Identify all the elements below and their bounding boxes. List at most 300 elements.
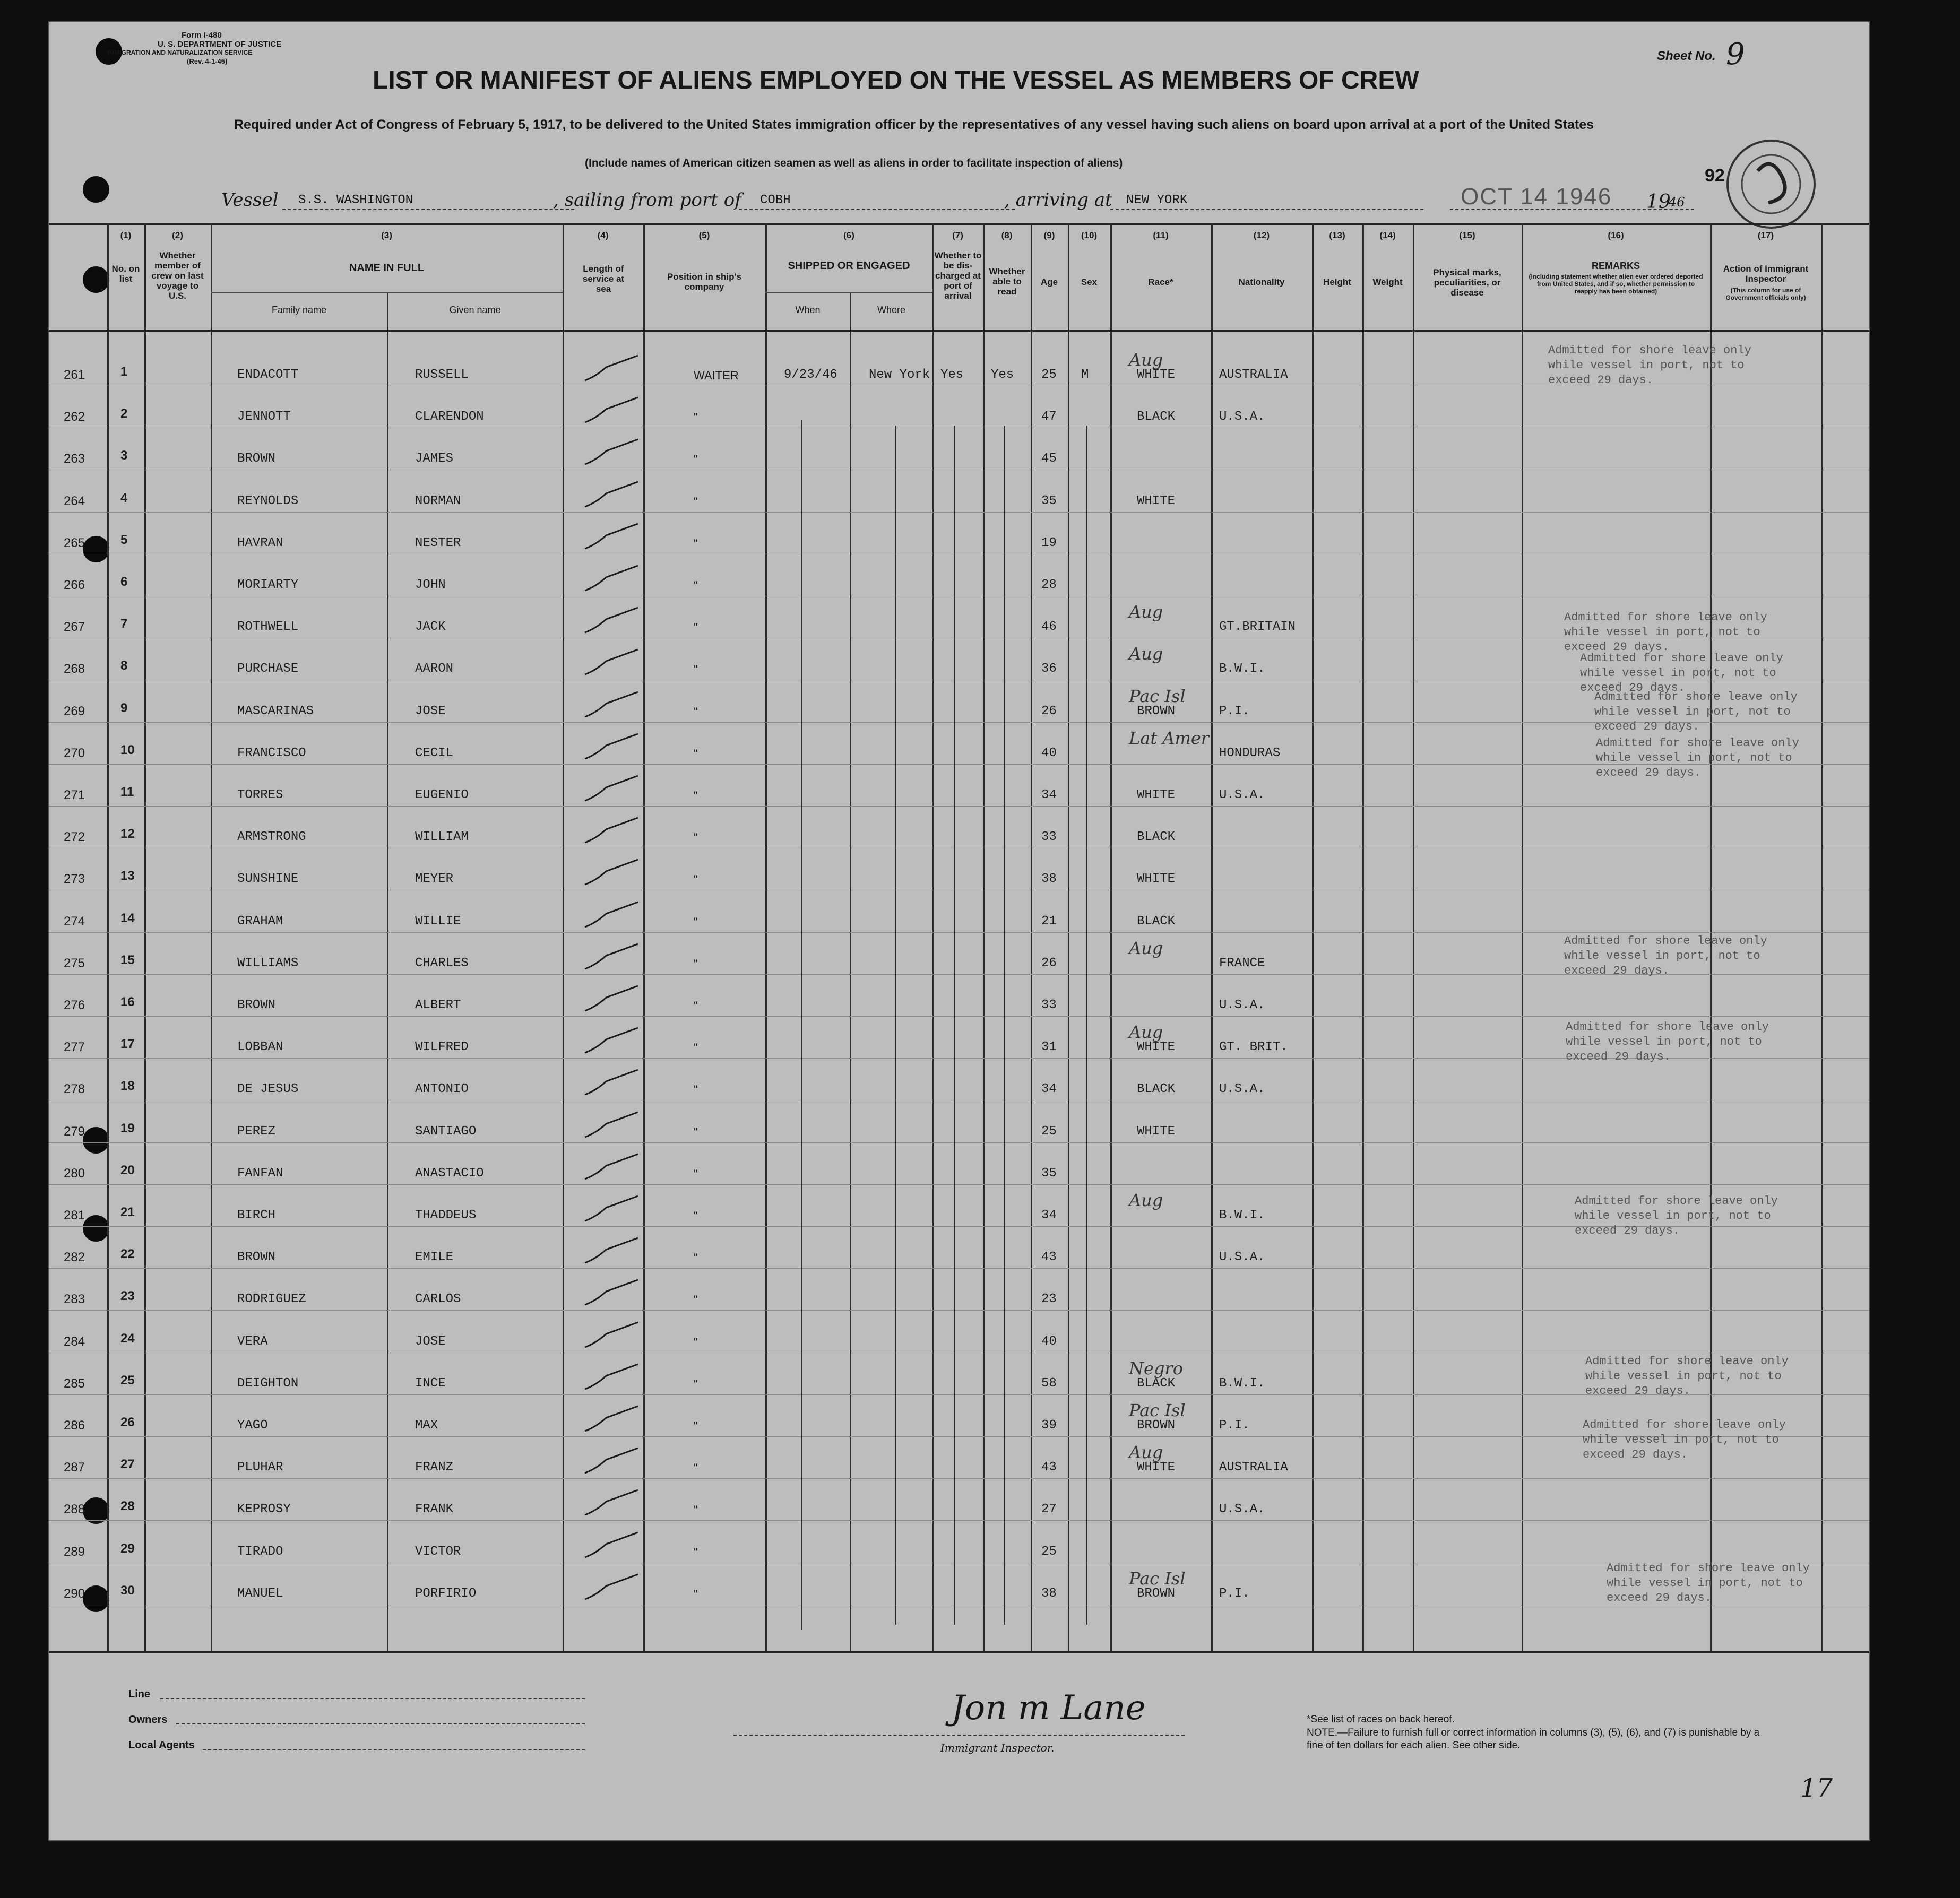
family-name: DEIGHTON xyxy=(237,1376,299,1391)
col-header-position: Position in ship's company xyxy=(667,272,742,292)
remarks-stamp: Admitted for shore leave only while vessel in port, not to exceed 29 days. xyxy=(1580,652,1783,695)
given-name: JACK xyxy=(415,620,446,635)
remarks-stamp: Admitted for shore leave only while vessel in port, not to exceed 29 days. xyxy=(1594,690,1798,733)
row-number: 15 xyxy=(120,952,135,967)
given-name: CARLOS xyxy=(415,1292,461,1307)
service-check-mark xyxy=(580,1570,643,1607)
row-number: 2 xyxy=(120,406,128,421)
given-name: WILLIE xyxy=(415,914,461,929)
age: 35 xyxy=(1041,1166,1057,1181)
corner-mark: 17 xyxy=(1800,1773,1833,1803)
race-annotation: Negro xyxy=(1129,1358,1183,1379)
col-header-action: Action of Immigrant Inspector xyxy=(1723,264,1809,284)
row-number: 26 xyxy=(120,1415,135,1429)
subheader-divider xyxy=(765,292,932,293)
line-number: 264 xyxy=(64,493,85,508)
family-name: PURCHASE xyxy=(237,662,299,677)
col-header-physical: Physical marks, peculiarities, or disease xyxy=(1433,267,1501,298)
nationality: B.W.I. xyxy=(1219,1208,1265,1223)
family-name: YAGO xyxy=(237,1418,268,1433)
table-row xyxy=(49,1315,1869,1358)
age: 33 xyxy=(1041,998,1057,1012)
race-annotation: Pac Isl xyxy=(1129,1400,1186,1420)
line-number: 269 xyxy=(64,704,85,718)
race: BROWN xyxy=(1137,1586,1176,1601)
given-name: SANTIAGO xyxy=(415,1124,477,1139)
position: " xyxy=(694,1545,698,1559)
table-row xyxy=(49,1483,1869,1526)
family-name: BROWN xyxy=(237,1250,276,1265)
position: " xyxy=(694,1251,698,1265)
position: " xyxy=(694,1293,698,1307)
ditto-line-discharged xyxy=(954,426,955,1625)
col-header-name: NAME IN FULL xyxy=(349,262,425,274)
line-number: 267 xyxy=(64,620,85,635)
col-header-height: Height xyxy=(1323,277,1351,287)
race: WHITE xyxy=(1137,368,1176,382)
race: BLACK xyxy=(1137,830,1176,845)
row-number: 7 xyxy=(120,617,128,631)
col-header-when: When xyxy=(795,305,821,315)
given-name: JAMES xyxy=(415,452,454,466)
line-number: 262 xyxy=(64,410,85,424)
row-rule xyxy=(49,1520,1869,1521)
given-name: CECIL xyxy=(415,746,454,760)
given-name: MAX xyxy=(415,1418,438,1433)
race-annotation: Pac Isl xyxy=(1129,686,1186,706)
age: 31 xyxy=(1041,1040,1057,1055)
position: " xyxy=(694,999,698,1012)
col-num: (4) xyxy=(597,230,609,240)
age: 34 xyxy=(1041,1082,1057,1097)
age: 45 xyxy=(1041,452,1057,466)
table-row xyxy=(49,895,1869,938)
row-number: 17 xyxy=(120,1037,135,1052)
line-number: 272 xyxy=(64,830,85,845)
given-name: JOHN xyxy=(415,578,446,592)
penalty-note xyxy=(1307,1727,1774,1752)
table-row xyxy=(49,1105,1869,1148)
given-name: ALBERT xyxy=(415,998,461,1012)
given-name: NESTER xyxy=(415,535,461,550)
inspector-label: Immigrant Inspector. xyxy=(940,1741,1055,1754)
line-number: 276 xyxy=(64,998,85,1012)
row-number: 10 xyxy=(120,742,135,757)
race: BROWN xyxy=(1137,704,1176,718)
race-annotation: Aug xyxy=(1129,1190,1163,1210)
given-name: CLARENDON xyxy=(415,410,484,424)
arriving-port-line xyxy=(1110,209,1423,210)
age: 21 xyxy=(1041,914,1057,929)
position: " xyxy=(694,747,698,760)
col-header-given: Given name xyxy=(449,305,501,315)
row-number: 9 xyxy=(120,700,128,715)
sheet-label-text: Sheet No. xyxy=(1657,49,1716,63)
row-number: 28 xyxy=(120,1499,135,1514)
col-num: (12) xyxy=(1253,230,1270,240)
family-name: WILLIAMS xyxy=(237,956,299,970)
discharged: Yes xyxy=(940,368,964,382)
service-check-mark xyxy=(580,1024,643,1061)
year-prefix: 19 xyxy=(1646,191,1671,213)
ditto-line-sex xyxy=(1086,426,1087,1625)
line-number: 274 xyxy=(64,914,85,929)
row-number: 19 xyxy=(120,1121,135,1136)
col-header-where: Where xyxy=(877,305,905,315)
nationality: P.I. xyxy=(1219,704,1250,718)
nationality: P.I. xyxy=(1219,1586,1250,1601)
given-name: FRANZ xyxy=(415,1460,454,1475)
table-row xyxy=(49,1526,1869,1568)
line-number: 268 xyxy=(64,662,85,677)
family-name: HAVRAN xyxy=(237,535,283,550)
race-annotation: Aug xyxy=(1129,938,1163,958)
ditto-line-when xyxy=(801,420,802,1630)
col-header-sex: Sex xyxy=(1081,277,1098,287)
row-rule xyxy=(49,512,1869,513)
table-row xyxy=(49,475,1869,517)
page-subtitle xyxy=(144,117,1683,133)
age: 19 xyxy=(1041,535,1057,550)
position: " xyxy=(694,621,698,635)
position: " xyxy=(694,789,698,802)
line-number: 289 xyxy=(64,1544,85,1559)
race: WHITE xyxy=(1137,788,1176,802)
given-name: MEYER xyxy=(415,872,454,887)
col-header-family: Family name xyxy=(271,305,327,315)
age: 47 xyxy=(1041,410,1057,424)
line-number: 277 xyxy=(64,1040,85,1055)
col-header-no: No. on list xyxy=(111,264,140,284)
table-row xyxy=(49,432,1869,475)
age: 40 xyxy=(1041,1334,1057,1349)
ditto-line-where xyxy=(895,426,896,1625)
sheet-number: 9 xyxy=(1726,37,1745,72)
service-check-mark xyxy=(580,1192,643,1229)
position: " xyxy=(694,1461,698,1475)
row-number: 13 xyxy=(120,869,135,883)
line-number: 263 xyxy=(64,452,85,466)
col-header-nationality: Nationality xyxy=(1238,277,1285,287)
remarks-stamp: Admitted for shore leave only while vessel in port, not to exceed 29 days. xyxy=(1583,1418,1786,1461)
position: " xyxy=(694,705,698,718)
line-number: 275 xyxy=(64,956,85,970)
family-name: DE JESUS xyxy=(237,1082,299,1097)
age: 58 xyxy=(1041,1376,1057,1391)
remarks-stamp: Admitted for shore leave only while vessel in port, not to exceed 29 days. xyxy=(1585,1355,1789,1398)
position: " xyxy=(694,495,698,508)
line-number: 283 xyxy=(64,1292,85,1307)
family-name: SUNSHINE xyxy=(237,872,299,887)
nationality: AUSTRALIA xyxy=(1219,368,1288,382)
col-header-remarks: REMARKS xyxy=(1591,261,1640,271)
race: BLACK xyxy=(1137,1376,1176,1391)
row-number: 11 xyxy=(120,785,134,799)
nationality: U.S.A. xyxy=(1219,1502,1265,1517)
family-name: VERA xyxy=(237,1334,268,1349)
row-number: 24 xyxy=(120,1331,135,1346)
col-num: (7) xyxy=(952,230,963,240)
given-name: CHARLES xyxy=(415,956,469,970)
age: 43 xyxy=(1041,1460,1057,1475)
line-number: 279 xyxy=(64,1124,85,1139)
given-name: JOSE xyxy=(415,1334,446,1349)
given-name: INCE xyxy=(415,1376,446,1391)
age: 25 xyxy=(1041,1124,1057,1139)
ditto-line-read xyxy=(1004,426,1005,1625)
family-name: MANUEL xyxy=(237,1586,283,1601)
page-title: LIST OR MANIFEST OF ALIENS EMPLOYED ON THE VESSEL AS MEMBERS OF CREW xyxy=(373,66,1419,94)
nationality: B.W.I. xyxy=(1219,1376,1265,1391)
nationality: B.W.I. xyxy=(1219,662,1265,677)
age: 26 xyxy=(1041,704,1057,718)
service-check-mark xyxy=(580,982,643,1019)
position: " xyxy=(694,1125,698,1139)
service-check-mark xyxy=(580,393,643,430)
family-name: FANFAN xyxy=(237,1166,283,1181)
given-name: PORFIRIO xyxy=(415,1586,477,1601)
department: U. S. DEPARTMENT OF JUSTICE xyxy=(158,40,282,49)
family-name: ARMSTRONG xyxy=(237,830,306,845)
age: 25 xyxy=(1041,368,1057,382)
page-stamp: 92 xyxy=(1705,166,1725,186)
line-number: 280 xyxy=(64,1166,85,1181)
family-name: BIRCH xyxy=(237,1208,276,1223)
position: " xyxy=(694,915,698,929)
service-check-mark xyxy=(580,1234,643,1271)
age: 23 xyxy=(1041,1292,1057,1307)
family-name: RODRIGUEZ xyxy=(237,1292,306,1307)
given-name: ANASTACIO xyxy=(415,1166,484,1181)
shipped-when: 9/23/46 xyxy=(784,368,837,382)
row-number: 14 xyxy=(120,911,135,925)
family-name: TIRADO xyxy=(237,1544,283,1559)
col-header-action-note: (This column for use of Government officials only) xyxy=(1725,287,1806,301)
subtitle-text: Required under Act of Congress of February 5, 1917, to be delivered to the United States immigration officer by the representatives of any vessel having such aliens on board upon arrival at a port of the United States xyxy=(234,117,1594,132)
line-number: 284 xyxy=(64,1334,85,1349)
line-number: 265 xyxy=(64,535,85,550)
col-num: (13) xyxy=(1329,230,1345,240)
row-rule xyxy=(49,1142,1869,1143)
remarks-stamp: Admitted for shore leave only while vessel in port, not to exceed 29 days. xyxy=(1564,934,1767,977)
given-name: JOSE xyxy=(415,704,446,718)
age: 34 xyxy=(1041,1208,1057,1223)
position: " xyxy=(694,1419,698,1433)
age: 33 xyxy=(1041,830,1057,845)
service-check-mark xyxy=(580,730,643,767)
remarks-stamp: Admitted for shore leave only while vessel in port, not to exceed 29 days. xyxy=(1575,1194,1778,1237)
service-check-mark xyxy=(580,435,643,472)
punch-hole xyxy=(83,266,109,293)
service-check-mark xyxy=(580,813,643,851)
race-annotation: Aug xyxy=(1129,1022,1163,1043)
footer-owners-label: Owners xyxy=(128,1714,168,1726)
col-header-age: Age xyxy=(1040,277,1058,287)
row-number: 6 xyxy=(120,575,128,589)
nationality: U.S.A. xyxy=(1219,1082,1265,1097)
vessel-name: S.S. WASHINGTON xyxy=(298,193,413,207)
family-name: PEREZ xyxy=(237,1124,276,1139)
sailing-port: COBH xyxy=(760,193,791,207)
service-check-mark xyxy=(580,351,643,388)
race-annotation: Aug xyxy=(1129,350,1163,370)
row-number: 18 xyxy=(120,1079,135,1094)
service-check-mark xyxy=(580,1276,643,1313)
family-name: MORIARTY xyxy=(237,578,299,592)
row-number: 22 xyxy=(120,1247,135,1262)
line-number: 266 xyxy=(64,578,85,592)
service-check-mark xyxy=(580,940,643,977)
nationality: P.I. xyxy=(1219,1418,1250,1433)
col-num: (11) xyxy=(1153,230,1169,240)
family-name: MASCARINAS xyxy=(237,704,314,718)
given-name: RUSSELL xyxy=(415,368,469,382)
given-name: NORMAN xyxy=(415,493,461,508)
age: 36 xyxy=(1041,662,1057,677)
position: " xyxy=(694,663,698,677)
col-header-length: Length of service at sea xyxy=(582,264,625,294)
date-stamp: OCT 14 1946 xyxy=(1461,184,1612,210)
family-name: JENNOTT xyxy=(237,410,291,424)
age: 43 xyxy=(1041,1250,1057,1265)
line-number: 273 xyxy=(64,872,85,887)
service-check-mark xyxy=(580,898,643,935)
nationality: U.S.A. xyxy=(1219,788,1265,802)
col-header-discharged: Whether to be dis-charged at port of arrival xyxy=(934,250,982,301)
age: 40 xyxy=(1041,746,1057,760)
inspector-signature: Jon m Lane xyxy=(951,1688,1146,1728)
nationality: GT. BRIT. xyxy=(1219,1040,1288,1055)
age: 25 xyxy=(1041,1544,1057,1559)
service-check-mark xyxy=(580,603,643,640)
age: 38 xyxy=(1041,872,1057,887)
given-name: FRANK xyxy=(415,1502,454,1517)
service-check-mark xyxy=(580,519,643,557)
col-num: (5) xyxy=(698,230,710,240)
col-header-read: Whether able to read xyxy=(989,266,1025,297)
table-row xyxy=(49,979,1869,1021)
race: BROWN xyxy=(1137,1418,1176,1433)
given-name: ANTONIO xyxy=(415,1082,469,1097)
sailing-port-line xyxy=(739,209,1015,210)
col-num: (8) xyxy=(1001,230,1013,240)
arriving-label: , arriving at xyxy=(1004,189,1112,211)
age: 26 xyxy=(1041,956,1057,970)
line-number: 290 xyxy=(64,1586,85,1601)
family-name: ROTHWELL xyxy=(237,620,299,635)
table-top-border xyxy=(49,223,1869,225)
remarks-stamp: Admitted for shore leave only while vessel in port, not to exceed 29 days. xyxy=(1566,1020,1769,1063)
table-row xyxy=(49,391,1869,433)
family-name: ENDACOTT xyxy=(237,368,299,382)
nationality: U.S.A. xyxy=(1219,998,1265,1012)
race-annotation: Pac Isl xyxy=(1129,1568,1186,1589)
col-header-shipped: SHIPPED OR ENGAGED xyxy=(788,260,910,272)
port-seal-stamp xyxy=(1721,134,1821,235)
service-check-mark xyxy=(580,1360,643,1397)
remarks-stamp: Admitted for shore leave only while vessel in port, not to exceed 29 days. xyxy=(1596,736,1799,779)
col-num: (6) xyxy=(843,230,854,240)
family-name: GRAHAM xyxy=(237,914,283,929)
race: WHITE xyxy=(1137,1460,1176,1475)
row-rule xyxy=(49,806,1869,807)
row-rule xyxy=(49,1268,1869,1269)
col-num: (14) xyxy=(1379,230,1396,240)
position: " xyxy=(694,579,698,592)
row-rule xyxy=(49,1016,1869,1017)
row-number: 16 xyxy=(120,995,135,1009)
col-num: (10) xyxy=(1081,230,1098,240)
given-name: EUGENIO xyxy=(415,788,469,802)
family-name: KEPROSY xyxy=(237,1502,291,1517)
col-header-remarks-note: (Including statement whether alien ever ordered deported from United States, and if so, whether permission to reapply has been obtained) xyxy=(1529,273,1703,295)
service-check-mark xyxy=(580,1318,643,1355)
family-name: FRANCISCO xyxy=(237,746,306,760)
col-num: (1) xyxy=(120,230,132,240)
position: " xyxy=(694,873,698,887)
col-header-last-voyage: Whether member of crew on last voyage to U.S. xyxy=(151,250,204,301)
race-annotation: Lat Amer xyxy=(1129,727,1210,748)
age: 38 xyxy=(1041,1586,1057,1601)
arriving-port: NEW YORK xyxy=(1126,193,1188,207)
service-check-mark xyxy=(580,688,643,725)
table-row xyxy=(49,559,1869,601)
nationality: AUSTRALIA xyxy=(1219,1460,1288,1475)
position: " xyxy=(694,536,698,550)
race: BLACK xyxy=(1137,1082,1176,1097)
row-number: 20 xyxy=(120,1163,135,1177)
race: BLACK xyxy=(1137,410,1176,424)
header-bottom-border xyxy=(49,330,1869,332)
nationality: FRANCE xyxy=(1219,956,1265,970)
line-number: 288 xyxy=(64,1502,85,1517)
position: WAITER xyxy=(694,369,739,382)
row-rule xyxy=(49,1478,1869,1479)
row-number: 29 xyxy=(120,1541,135,1556)
service-check-mark xyxy=(580,1444,643,1481)
races-note: *See list of races on back hereof. xyxy=(1307,1714,1455,1725)
service-check-mark xyxy=(580,1065,643,1103)
family-name: BROWN xyxy=(237,998,276,1012)
line-number: 281 xyxy=(64,1208,85,1223)
table-row xyxy=(49,1063,1869,1105)
row-number: 25 xyxy=(120,1373,135,1388)
line-number: 286 xyxy=(64,1418,85,1433)
given-name: VICTOR xyxy=(415,1544,461,1559)
position: " xyxy=(694,1335,698,1349)
service-check-mark xyxy=(580,772,643,809)
service-check-mark xyxy=(580,1150,643,1187)
age: 28 xyxy=(1041,578,1057,592)
line-number: 278 xyxy=(64,1082,85,1097)
service-check-mark xyxy=(580,1402,643,1439)
family-name: LOBBAN xyxy=(237,1040,283,1055)
line-number: 282 xyxy=(64,1250,85,1265)
given-name: AARON xyxy=(415,662,454,677)
service: IMMIGRATION AND NATURALIZATION SERVICE xyxy=(107,49,253,56)
vessel-label: Vessel xyxy=(221,189,279,211)
footer-line-field xyxy=(160,1698,585,1699)
line-number: 261 xyxy=(64,368,85,382)
inspector-signature-line xyxy=(733,1735,1185,1736)
row-number: 8 xyxy=(120,658,128,673)
table-bottom-border xyxy=(49,1651,1869,1653)
service-check-mark xyxy=(580,1108,643,1145)
position: " xyxy=(694,1209,698,1223)
col-num: (17) xyxy=(1757,230,1774,240)
age: 39 xyxy=(1041,1418,1057,1433)
age: 34 xyxy=(1041,788,1057,802)
